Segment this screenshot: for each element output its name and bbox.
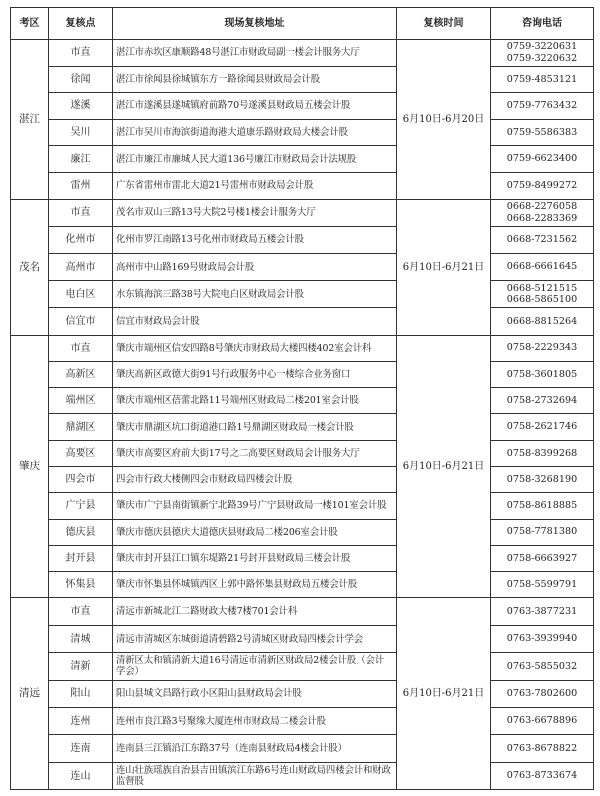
- phone-cell: [491, 545, 594, 571]
- phone-cell: [491, 172, 594, 199]
- table-row: [11, 40, 594, 67]
- address-cell: 清远市清城区东城街道清碧路2号清城区财政局四楼会计学会: [113, 625, 397, 652]
- region-cell: 湛江: [11, 40, 49, 200]
- phone-cell: [491, 361, 594, 387]
- table-row: [11, 440, 594, 466]
- phone-number: 0758-8399268: [506, 447, 578, 459]
- table-row: [11, 361, 594, 387]
- review-point-cell: 市直: [49, 40, 113, 67]
- table-row: [11, 493, 594, 519]
- review-point-cell: 清城: [49, 625, 113, 652]
- phone-cell: [491, 226, 594, 253]
- phone-number: 0759-8499272: [506, 180, 578, 192]
- phone-cell: [491, 253, 594, 280]
- phone-cell: [491, 762, 594, 789]
- review-point-cell: 四会市: [49, 466, 113, 492]
- phone-number: 0758-5599791: [506, 579, 578, 591]
- phone-cell: [491, 708, 594, 735]
- table-row: [11, 146, 594, 173]
- phone-number: 0668-8815264: [506, 315, 578, 327]
- phone-number: 0758-6663927: [506, 552, 578, 564]
- table-row: [11, 680, 594, 707]
- header-review-time: 复核时间: [397, 8, 491, 40]
- address-cell: 茂名市双山三路13号大院2号楼1楼会计服务大厅: [113, 199, 397, 226]
- review-time-cell: 6月10日-6月21日: [397, 335, 491, 598]
- address-cell: 湛江市吴川市海滨街道海港大道康乐路财政局大楼会计股: [113, 119, 397, 146]
- table-body: [11, 40, 594, 790]
- address-cell: 信宜市财政局会计股: [113, 308, 397, 335]
- phone-cell: [491, 493, 594, 519]
- phone-cell: [491, 598, 594, 625]
- phone-cell: [491, 388, 594, 414]
- review-point-cell: 德庆县: [49, 519, 113, 545]
- phone-cell: [491, 653, 594, 680]
- review-point-cell: 信宜市: [49, 308, 113, 335]
- review-point-cell: 怀集县: [49, 572, 113, 598]
- header-review-point: 复核点: [49, 8, 113, 40]
- phone-cell: [491, 735, 594, 762]
- phone-number: 0763-3877231: [506, 605, 578, 617]
- review-point-cell: 吴川: [49, 119, 113, 146]
- phone-number: 0763-3939940: [506, 633, 578, 645]
- phone-number: 0668-7231562: [506, 234, 578, 246]
- phone-number: 0758-2229343: [506, 342, 578, 354]
- phone-number: 0758-7781380: [506, 526, 578, 538]
- address-cell: 四会市行政大楼侧四会市财政局四楼会计股: [113, 466, 397, 492]
- address-cell: 湛江市赤坎区康顺路48号湛江市财政局副一楼会计服务大厅: [113, 40, 397, 67]
- address-cell: 湛江市徐闻县徐城镇东方一路徐闻县财政局会计股: [113, 66, 397, 93]
- phone-number: 0759-5586383: [506, 126, 578, 138]
- review-point-cell: 端州区: [49, 388, 113, 414]
- table-row: [11, 226, 594, 253]
- review-time-cell: 6月10日-6月21日: [397, 199, 491, 335]
- address-cell: 化州市罗江南路13号化州市财政局五楼会计股: [113, 226, 397, 253]
- region-cell: 肇庆: [11, 335, 49, 598]
- table-row: [11, 414, 594, 440]
- phone-number: 0763-8733674: [506, 770, 578, 782]
- review-point-cell: 连南: [49, 735, 113, 762]
- phone-number: 0763-5855032: [506, 660, 578, 672]
- table-row: [11, 66, 594, 93]
- header-region: 考区: [11, 8, 49, 40]
- phone-number: 0668-2283369: [506, 212, 578, 224]
- table-row: [11, 199, 594, 226]
- phone-cell: [491, 625, 594, 652]
- review-point-cell: 连山: [49, 762, 113, 789]
- phone-number: 0759-3220631: [506, 41, 578, 53]
- phone-number: 0758-2621746: [506, 421, 578, 433]
- address-cell: 肇庆市端州区信安四路8号肇庆市财政局大楼四楼402室会计科: [113, 335, 397, 361]
- table-row: [11, 281, 594, 308]
- address-cell: 清新区太和镇清新大道16号清远市清新区财政局2楼会计股（会计学会）: [113, 653, 397, 680]
- review-point-cell: 清新: [49, 653, 113, 680]
- table-row: [11, 625, 594, 652]
- table-row: [11, 735, 594, 762]
- review-point-cell: 电白区: [49, 281, 113, 308]
- address-cell: 肇庆市德庆县德庆大道德庆县财政局二楼206室会计股: [113, 519, 397, 545]
- table-row: [11, 653, 594, 680]
- phone-cell: [491, 335, 594, 361]
- address-cell: 阳山县城文昌路行政小区阳山县财政局会计股: [113, 680, 397, 707]
- table-row: [11, 572, 594, 598]
- header-phone: 咨询电话: [491, 8, 594, 40]
- review-point-cell: 高新区: [49, 361, 113, 387]
- address-cell: 肇庆市端州区蓓蕾北路11号端州区财政局二楼201室会计股: [113, 388, 397, 414]
- phone-cell: [491, 414, 594, 440]
- phone-cell: [491, 281, 594, 308]
- table-row: [11, 93, 594, 120]
- phone-cell: [491, 40, 594, 67]
- review-point-cell: 市直: [49, 199, 113, 226]
- address-cell: 湛江市廉江市廉城人民大道136号廉江市财政局会计法规股: [113, 146, 397, 173]
- address-cell: 高州市中山路169号财政局会计股: [113, 253, 397, 280]
- review-point-cell: 鼎湖区: [49, 414, 113, 440]
- address-cell: 连州市良江路3号聚缘大厦连州市财政局二楼会计股: [113, 708, 397, 735]
- address-cell: 肇庆市怀集县怀城镇西区上郭中路怀集县财政局五楼会计股: [113, 572, 397, 598]
- phone-cell: [491, 66, 594, 93]
- review-point-cell: 高要区: [49, 440, 113, 466]
- table-row: [11, 388, 594, 414]
- phone-number: 0758-8618885: [506, 500, 578, 512]
- table-header-row: [11, 8, 594, 40]
- phone-number: 0759-7763432: [506, 100, 578, 112]
- phone-cell: [491, 199, 594, 226]
- review-point-cell: 徐闻: [49, 66, 113, 93]
- review-point-cell: 连州: [49, 708, 113, 735]
- phone-number: 0668-2276058: [506, 201, 578, 213]
- address-cell: 肇庆市封开县江口镇东堤路21号封开县财政局三楼会计股: [113, 545, 397, 571]
- table-row: [11, 466, 594, 492]
- address-cell: 肇庆高新区政德大街91号行政服务中心一楼综合业务窗口: [113, 361, 397, 387]
- phone-number: 0763-8678822: [506, 742, 578, 754]
- review-point-cell: 化州市: [49, 226, 113, 253]
- phone-cell: [491, 146, 594, 173]
- table-row: [11, 519, 594, 545]
- phone-number: 0759-3220632: [506, 52, 578, 64]
- phone-cell: [491, 680, 594, 707]
- phone-number: 0759-4853121: [506, 73, 578, 85]
- phone-number: 0758-2732694: [506, 394, 578, 406]
- review-point-cell: 市直: [49, 598, 113, 625]
- table-row: [11, 119, 594, 146]
- review-time-cell: 6月10日-6月21日: [397, 598, 491, 790]
- review-point-cell: 遂溪: [49, 93, 113, 120]
- address-cell: 肇庆市高要区府前大街17号之二高要区财政局会计服务大厅: [113, 440, 397, 466]
- phone-cell: [491, 93, 594, 120]
- phone-cell: [491, 519, 594, 545]
- phone-number: 0758-3601805: [506, 368, 578, 380]
- address-cell: 水东镇海滨三路38号大院电白区财政局会计股: [113, 281, 397, 308]
- table-row: [11, 545, 594, 571]
- phone-cell: [491, 440, 594, 466]
- region-cell: 清远: [11, 598, 49, 790]
- phone-number: 0759-6623400: [506, 153, 578, 165]
- phone-cell: [491, 466, 594, 492]
- address-cell: 清远市新城北江二路财政大楼7楼701会计科: [113, 598, 397, 625]
- table-row: [11, 253, 594, 280]
- phone-number: 0668-6661645: [506, 261, 578, 273]
- phone-number: 0763-7802600: [506, 688, 578, 700]
- review-time-cell: 6月10日-6月20日: [397, 40, 491, 200]
- address-cell: 连南县三江镇沿江东路37号（连南县财政局4楼会计股）: [113, 735, 397, 762]
- review-point-cell: 广宁县: [49, 493, 113, 519]
- phone-number: 0668-5121515: [506, 282, 578, 294]
- review-point-cell: 高州市: [49, 253, 113, 280]
- address-cell: 连山壮族瑶族自治县吉田镇滨江东路6号连山财政局四楼会计和财政监督股: [113, 762, 397, 789]
- phone-cell: [491, 308, 594, 335]
- table-row: [11, 598, 594, 625]
- header-address: 现场复核地址: [113, 8, 397, 40]
- address-cell: 湛江市遂溪县遂城镇府前路70号遂溪县财政局五楼会计股: [113, 93, 397, 120]
- review-point-cell: 封开县: [49, 545, 113, 571]
- address-cell: 广东省雷州市雷北大道21号雷州市财政局会计股: [113, 172, 397, 199]
- review-point-cell: 廉江: [49, 146, 113, 173]
- phone-cell: [491, 572, 594, 598]
- review-locations-table: [10, 7, 594, 790]
- phone-number: 0763-6678896: [506, 715, 578, 727]
- table-row: [11, 308, 594, 335]
- review-point-cell: 雷州: [49, 172, 113, 199]
- table-row: [11, 335, 594, 361]
- phone-number: 0668-5865100: [506, 294, 578, 306]
- address-cell: 肇庆市广宁县南街镇新宁北路39号广宁县财政局一楼101室会计股: [113, 493, 397, 519]
- phone-number: 0758-3268190: [506, 473, 578, 485]
- region-cell: 茂名: [11, 199, 49, 335]
- review-point-cell: 阳山: [49, 680, 113, 707]
- address-cell: 肇庆市鼎湖区坑口街道港口路1号鼎湖区财政局一楼会计股: [113, 414, 397, 440]
- phone-cell: [491, 119, 594, 146]
- review-point-cell: 市直: [49, 335, 113, 361]
- table-row: [11, 762, 594, 789]
- table-row: [11, 172, 594, 199]
- table-row: [11, 708, 594, 735]
